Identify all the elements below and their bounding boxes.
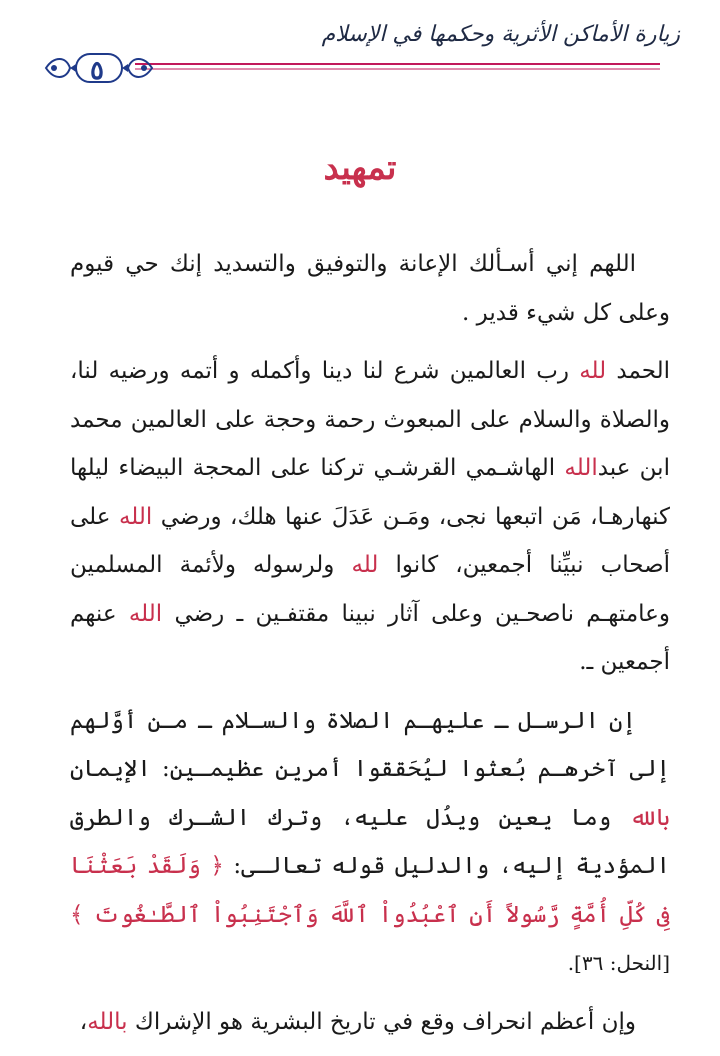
allah-word: لله	[579, 358, 607, 384]
paragraph-deviation	[70, 998, 670, 1047]
billah-word: بالله	[87, 1008, 128, 1035]
verse-citation: [النحل: ٣٦].	[567, 951, 670, 975]
paragraph-praise	[70, 347, 670, 687]
text-segment: وما يعين ويدُل عليه، وترك الشـرك والطرق المؤدية إليه، والدليل قوله تعالـى:	[70, 804, 670, 879]
page-number: ٥	[90, 56, 104, 86]
paragraph-messengers	[70, 697, 670, 988]
header-rule	[40, 50, 665, 90]
page-header	[0, 0, 720, 100]
text-segment: الحمد	[606, 358, 670, 384]
ornament-left-icon	[46, 59, 76, 77]
chapter-title: تمهيد	[323, 148, 397, 188]
text-segment: عنهم أجمعين ـ.	[70, 600, 670, 675]
text-segment: إن الرسـل ـ عليهـم الصلاة والسـلام ـ مـن أوَّلهم إلى آخرهـم بُعثوا ليُحَققوا أمرين عظيمـين: الإيمان	[70, 707, 670, 782]
prayer-text: اللهم إني أسـألك الإعانة والتوفيق والتسديد إنك حي قيوم وعلى كل شيء قدير .	[70, 251, 670, 326]
text-segment: ،	[79, 1008, 88, 1035]
text-segment: وإن أعظم انحراف وقع في تاريخ البشرية هو الإشراك	[127, 1008, 636, 1035]
paragraph-opening-prayer	[70, 240, 670, 337]
text-segment: على أصحاب نبيِّنا أجمعين، كانوا	[70, 503, 670, 578]
allah-word: الله	[118, 503, 153, 530]
quran-verse: ﴿ وَلَقَدْ بَعَثْنَا فِى كُلِّ أُمَّةٍ رَّسُولاً أَنِ ٱعْبُدُواْ ٱللَّهَ وَٱجْتَنِبُواْ ٱلطَّـٰغُوتَ ﴾	[70, 853, 670, 928]
allah-word: الله	[128, 600, 163, 627]
running-title: زيارة الأماكن الأثرية وحكمها في الإسلام	[321, 22, 680, 47]
text-segment: ولرسوله ولأئمة المسلمين وعامتهـم ناصحـين وعلى آثار نبينا مقتفـين ـ رضي	[70, 552, 670, 627]
text-segment: الهاشـمي القرشـي تركنا على المحجة البيضاء ليلها كنهارهـا، مَن اتبعها نجى، ومَـن عَدَلَ عنها هلك، ورضي	[70, 455, 670, 530]
text-segment: رب العالمين شرع لنا دينا وأكمله و أتمه ورضيه لنا، والصلاة والسلام على المبعوث رحمة وحجة على العالمين محمد ابن عبد	[70, 358, 670, 481]
allah-word: لله	[351, 552, 379, 578]
ornament-right-icon	[122, 59, 152, 77]
billah-word: بالله	[629, 804, 670, 831]
allah-word: الله	[564, 455, 598, 481]
body-text	[70, 240, 670, 1056]
